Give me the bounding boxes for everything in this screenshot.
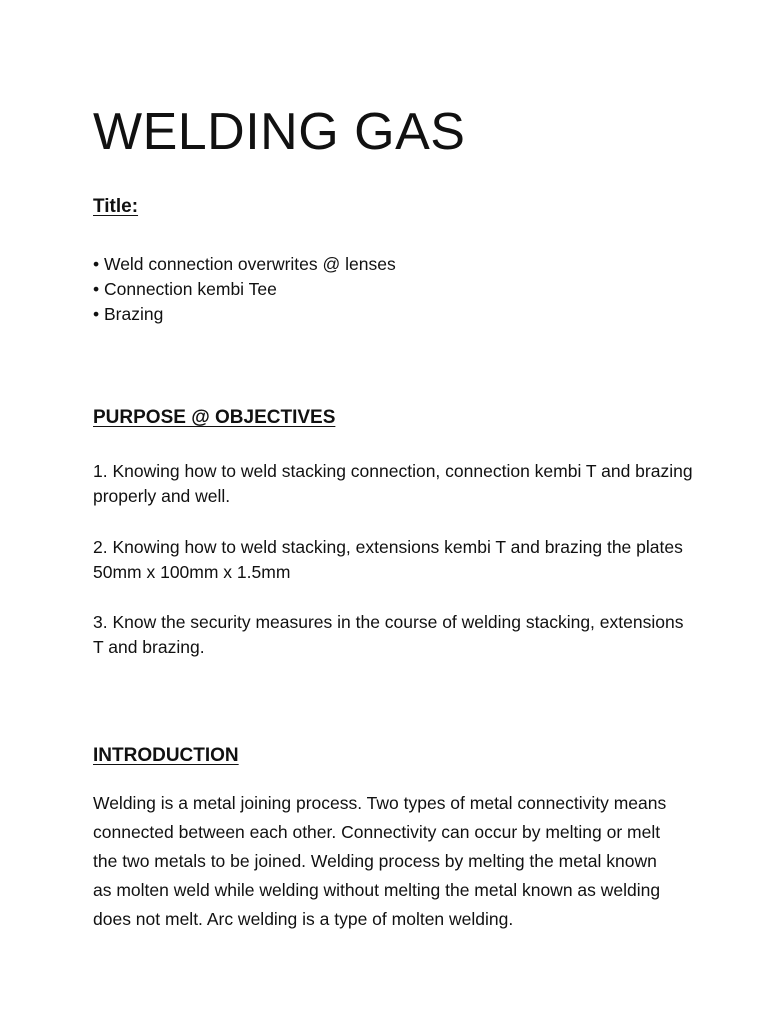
introduction-section-heading: INTRODUCTION: [93, 745, 239, 766]
list-item: • Weld connection overwrites @ lenses: [93, 254, 396, 274]
list-item: • Connection kembi Tee: [93, 279, 277, 299]
purpose-section-heading: PURPOSE @ OBJECTIVES: [93, 407, 336, 428]
objective-item: 3. Know the security measures in the course of welding stacking, extensions T and brazing.: [93, 612, 684, 657]
introduction-paragraph: Welding is a metal joining process. Two types of metal connectivity means connected between each other. Connectivity can occur by melting or melt the two metals to be joined. Welding process by melting the metal known as molten weld while welding without melting the metal known as welding does not melt. Arc welding is a type of molten welding.: [93, 793, 667, 929]
objective-item: 2. Knowing how to weld stacking, extensions kembi T and brazing the plates 50mm x 100mm x 1.5mm: [93, 537, 683, 582]
list-item: • Brazing: [93, 304, 164, 324]
title-section-heading: Title:: [93, 196, 139, 217]
objective-item: 1. Knowing how to weld stacking connection, connection kembi T and brazing properly and well.: [93, 461, 693, 506]
title-bullet-list: [93, 252, 396, 327]
document-title: WELDING GAS: [93, 103, 466, 161]
